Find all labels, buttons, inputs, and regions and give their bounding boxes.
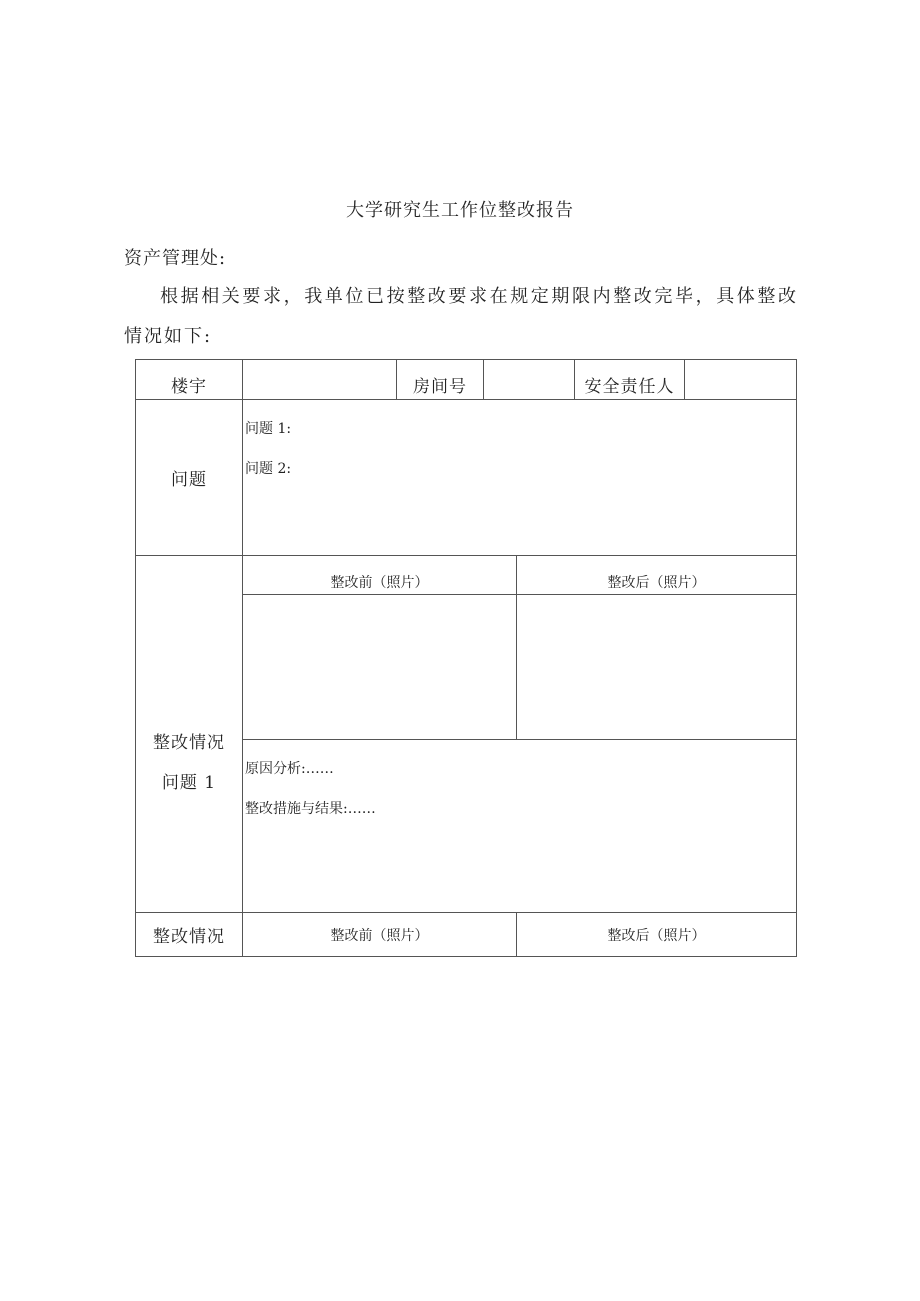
safety-officer-value-cell[interactable] [685,360,797,400]
intro-paragraph-line-2: 情况如下: [124,326,213,347]
rectification-label-line-1: 整改情况 [153,732,225,753]
rectification-label-2: 整改情况 [136,913,243,957]
cause-analysis-label: 原因分析:…… [245,761,334,777]
after-photo-area[interactable] [517,595,797,740]
measures-results-label: 整改措施与结果:…… [245,801,376,817]
rectification-label-line-2: 问题 1 [161,772,217,793]
problem-1-label: 问题 1: [245,421,292,437]
after-photo-header-2: 整改后（照片） [517,913,797,957]
problem-content-cell[interactable] [243,400,797,556]
rectification-problem-1-label [136,556,243,913]
problem-label: 问题 [136,400,243,556]
problem-2-label: 问题 2: [245,461,292,477]
building-label: 楼宇 [136,360,243,400]
analysis-content-cell[interactable] [243,740,797,913]
before-photo-header: 整改前（照片） [243,556,517,595]
after-photo-header: 整改后（照片） [517,556,797,595]
building-value-cell[interactable] [243,360,397,400]
salutation: 资产管理处: [124,248,227,269]
before-photo-area[interactable] [243,595,517,740]
room-number-label: 房间号 [397,360,484,400]
before-photo-header-2: 整改前（照片） [243,913,517,957]
page-title: 大学研究生工作位整改报告 [346,200,574,221]
room-number-value-cell[interactable] [484,360,575,400]
safety-officer-label: 安全责任人 [575,360,685,400]
intro-paragraph-line-1: 根据相关要求，我单位已按整改要求在规定期限内整改完毕，具体整改 [160,286,799,307]
rectification-table [135,359,797,957]
